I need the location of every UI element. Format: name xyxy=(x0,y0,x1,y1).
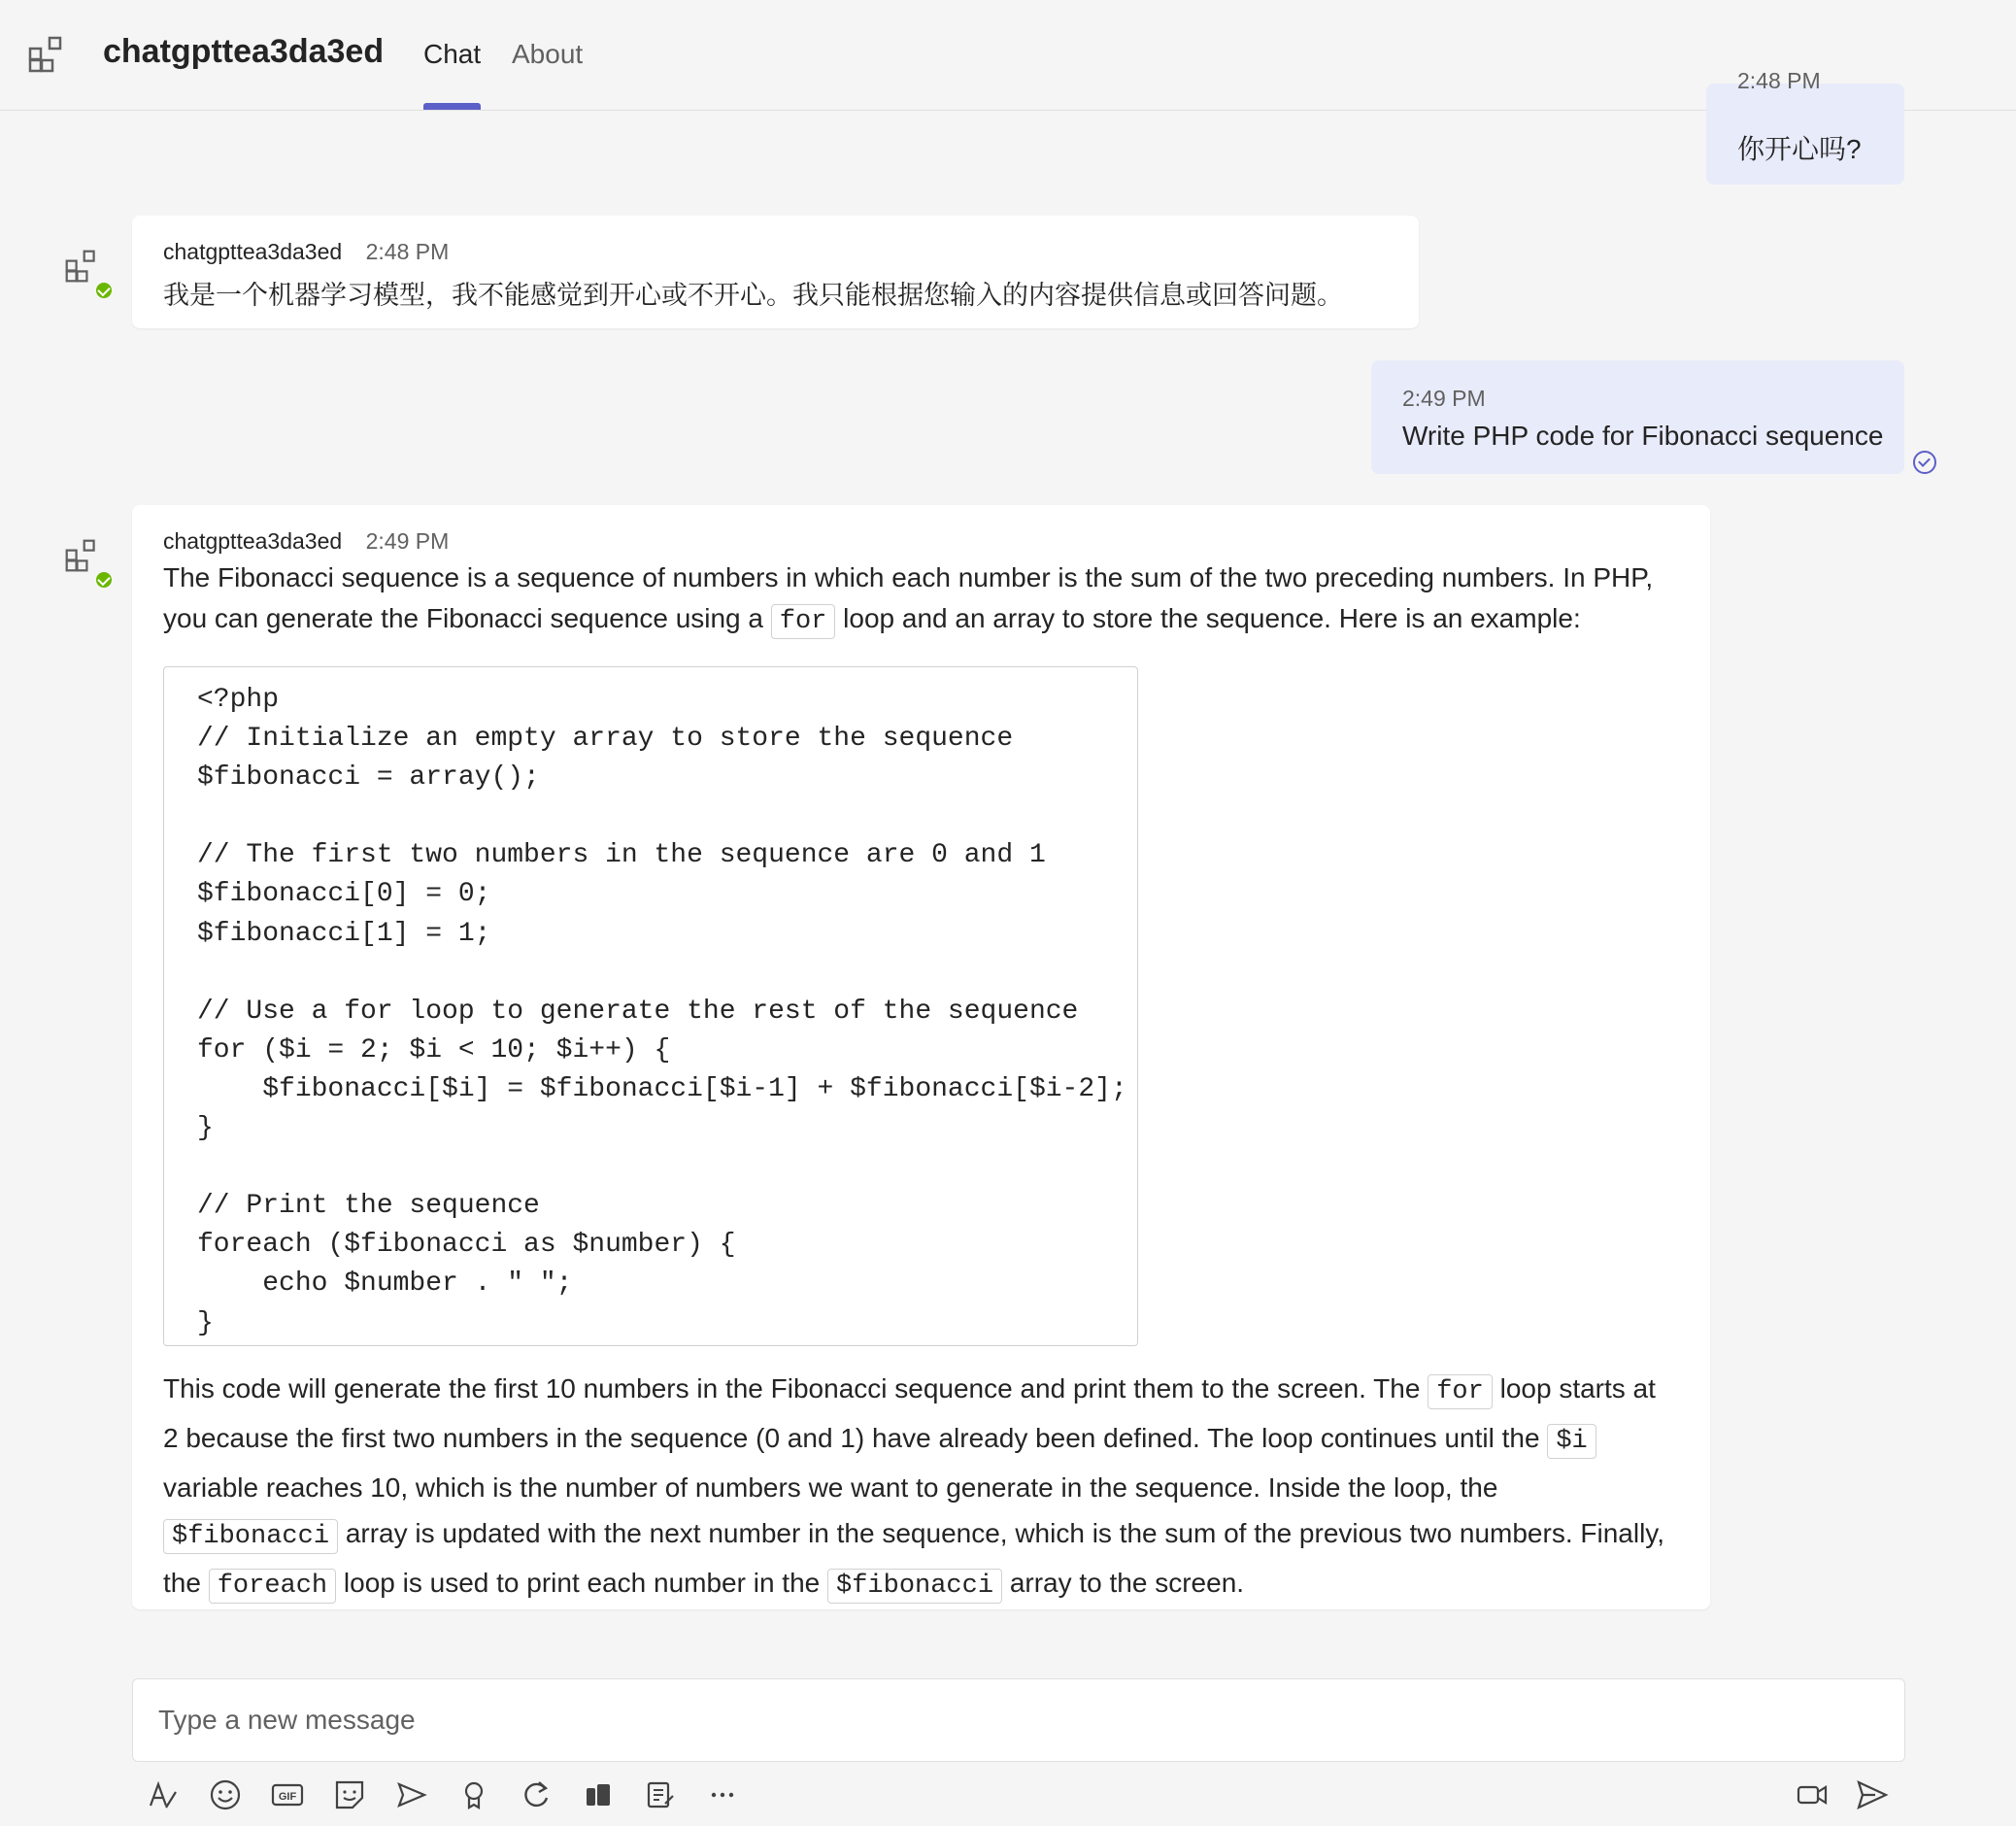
outro-line-1 xyxy=(163,1366,1697,1415)
sticker-icon[interactable] xyxy=(330,1775,369,1814)
message-time: 2:49 PM xyxy=(365,528,450,554)
code-block[interactable] xyxy=(163,666,1138,1346)
intro-text: loop and an array to store the sequence. Here is an example: xyxy=(843,603,1581,633)
inline-code: $i xyxy=(1547,1424,1596,1459)
outro-text: the xyxy=(163,1568,201,1598)
inline-code: $fibonacci xyxy=(163,1519,338,1554)
message-sender: chatgpttea3da3ed xyxy=(163,528,343,554)
bot-avatar xyxy=(64,538,115,592)
outro-text: 2 because the first two numbers in the sequence (0 and 1) have already been defined. The loop continues until the xyxy=(163,1423,1540,1453)
bot-message[interactable] xyxy=(132,216,1419,328)
my-message[interactable] xyxy=(1706,68,1904,185)
inline-code: for xyxy=(1428,1374,1493,1409)
message-time: 2:48 PM xyxy=(1737,68,1821,93)
bot-app-icon xyxy=(64,538,99,573)
svg-text:GIF: GIF xyxy=(278,1791,297,1803)
outro-line-3: variable reaches 10, which is the number of numbers we want to generate in the sequence. Inside the loop, the xyxy=(163,1472,1498,1503)
message-sender: chatgpttea3da3ed xyxy=(163,239,343,264)
outro-text: loop is used to print each number in the xyxy=(343,1568,821,1598)
code-line: for ($i = 2; $i < 10; $i++) { xyxy=(197,1034,671,1065)
bot-avatar xyxy=(64,249,115,303)
message-text: 你开心吗? xyxy=(1737,134,1862,164)
gif-icon[interactable] xyxy=(268,1775,307,1814)
read-receipt-icon xyxy=(1913,451,1936,474)
inline-code: for xyxy=(771,604,836,639)
code-line xyxy=(197,954,1137,993)
code-line: $fibonacci[0] = 0; xyxy=(197,879,491,910)
code-line: $fibonacci[1] = 1; xyxy=(197,918,491,949)
message-text: Write PHP code for Fibonacci sequence xyxy=(1402,421,1884,451)
loop-icon[interactable] xyxy=(517,1775,555,1814)
forms-icon[interactable] xyxy=(641,1775,680,1814)
code-line: $fibonacci[$i] = $fibonacci[$i-1] + $fibonacci[$i-2]; xyxy=(197,1073,1127,1104)
my-message[interactable] xyxy=(1371,360,1904,474)
code-line: // The first two numbers in the sequence are 0 and 1 xyxy=(197,840,1046,871)
code-line: // Initialize an empty array to store the sequence xyxy=(197,724,1014,755)
code-line: $fibonacci = array(); xyxy=(197,762,540,794)
tab-chat[interactable]: Chat xyxy=(423,39,482,69)
intro-line-2 xyxy=(163,598,1697,642)
message-intro xyxy=(163,558,1697,642)
outro-text: This code will generate the first 10 numbers in the Fibonacci sequence and print them to the screen. The xyxy=(163,1373,1421,1403)
more-icon[interactable] xyxy=(703,1775,742,1814)
presence-available-icon xyxy=(93,569,115,591)
code-line: // Print the sequence xyxy=(197,1191,540,1222)
tab-about[interactable]: About xyxy=(512,39,584,69)
code-line: <?php xyxy=(197,685,280,715)
code-line: echo $number . " "; xyxy=(197,1268,573,1300)
compose-box xyxy=(132,1678,1905,1762)
app-grid-icon xyxy=(27,35,66,74)
message-time: 2:49 PM xyxy=(1402,386,1486,411)
video-clip-icon[interactable] xyxy=(1793,1775,1831,1814)
code-line xyxy=(197,1148,1137,1187)
message-text: 我是一个机器学习模型，我不能感觉到开心或不开心。我只能根据您输入的内容提供信息或回答问题。 xyxy=(163,281,1343,311)
outro-line-2 xyxy=(163,1415,1697,1465)
message-input[interactable] xyxy=(158,1701,1867,1740)
active-tab-indicator xyxy=(423,103,481,110)
message-time: 2:48 PM xyxy=(365,239,450,264)
bot-app-icon xyxy=(64,249,99,284)
emoji-icon[interactable] xyxy=(206,1775,245,1814)
apps-icon[interactable] xyxy=(579,1775,618,1814)
outro-text: array to the screen. xyxy=(1009,1568,1245,1598)
schedule-icon[interactable] xyxy=(392,1775,431,1814)
inline-code: foreach xyxy=(209,1569,336,1604)
app-title: chatgpttea3da3ed xyxy=(103,33,385,70)
intro-line-1: The Fibonacci sequence is a sequence of numbers in which each number is the sum of the two preceding numbers. In PHP, xyxy=(163,562,1654,592)
code-line: foreach ($fibonacci as $number) { xyxy=(197,1230,736,1261)
code-line: // Use a for loop to generate the rest of the sequence xyxy=(197,996,1079,1027)
code-line: } xyxy=(197,1307,214,1338)
inline-code: $fibonacci xyxy=(827,1569,1002,1604)
send-icon[interactable] xyxy=(1853,1775,1892,1814)
praise-icon[interactable] xyxy=(454,1775,493,1814)
outro-line-4 xyxy=(163,1510,1697,1560)
outro-text: array is updated with the next number in the sequence, which is the sum of the previous two numbers. Finally, xyxy=(345,1518,1664,1548)
code-line: } xyxy=(197,1113,214,1144)
outro-text: loop starts at xyxy=(1499,1373,1656,1403)
message-outro xyxy=(163,1366,1697,1609)
code-line xyxy=(197,797,1137,836)
outro-line-5 xyxy=(163,1560,1697,1609)
format-icon[interactable] xyxy=(144,1775,183,1814)
presence-available-icon xyxy=(93,280,115,301)
intro-text: you can generate the Fibonacci sequence using a xyxy=(163,603,763,633)
